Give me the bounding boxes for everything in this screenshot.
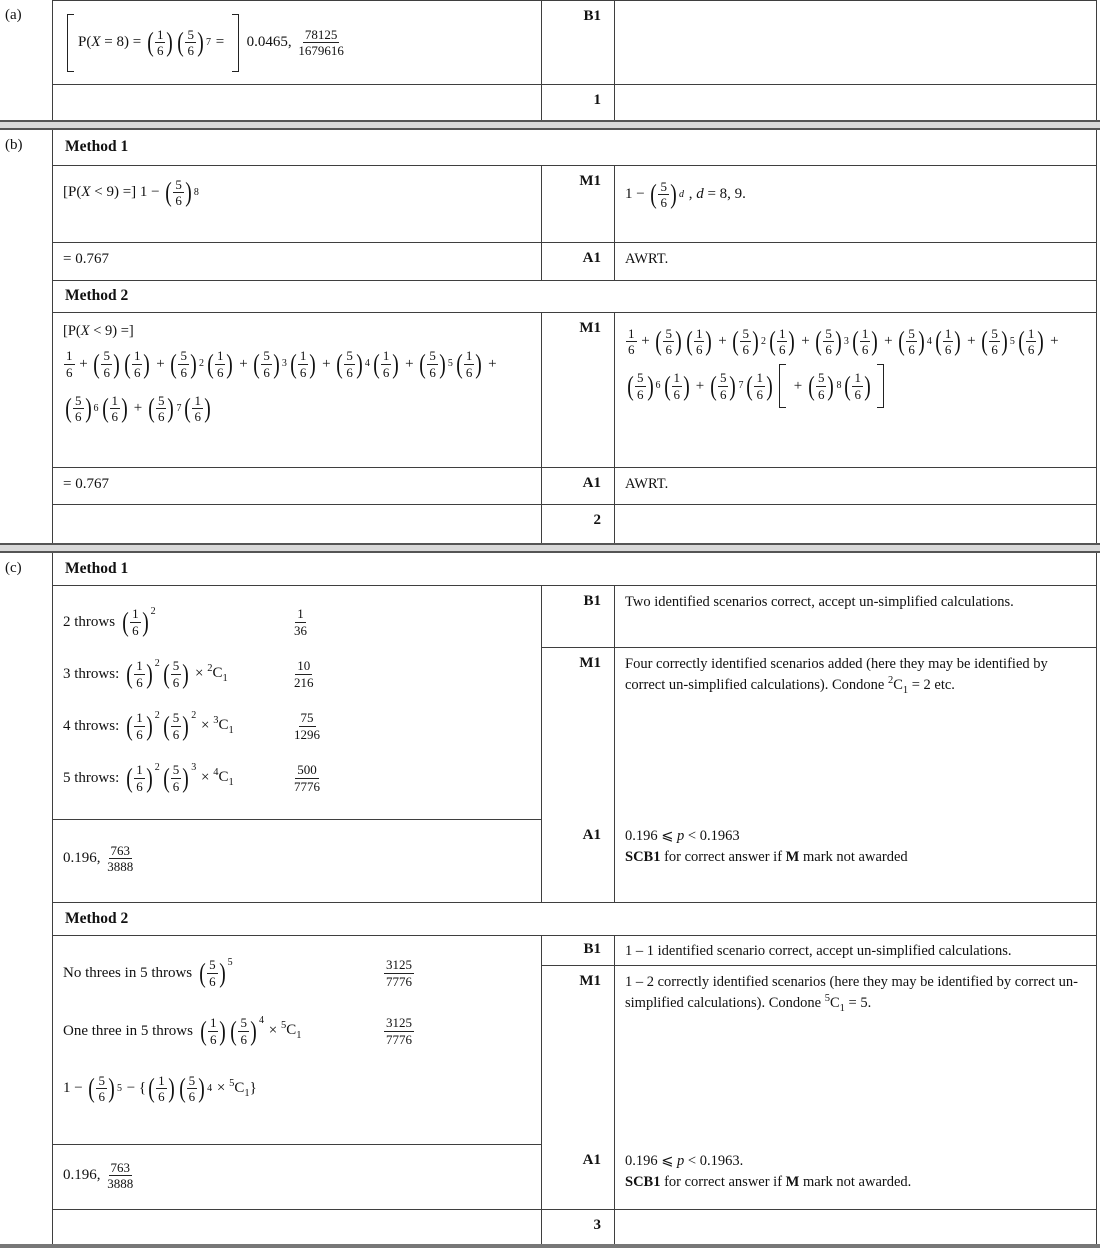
answer-c-m1: 0.196, $\frac{763}{3888}$ (63, 842, 134, 875)
working-cell (53, 166, 542, 243)
throw-result: $\frac{1}{36}$ (294, 606, 307, 638)
mark-cell-b1: B1 (542, 586, 615, 648)
throw-formula: ( $\frac{5}{6}$ ) 5 (199, 957, 233, 989)
throw-line (63, 700, 531, 752)
row-c-method1-header (53, 553, 1097, 586)
throw-formula: ( $\frac{1}{6}$ ) 2 ( $\frac{5}{6}$ ) × $^2C_1$ (126, 658, 228, 690)
formula-b-m1: [P(X < 9) =] 1 − ( $\frac{5}{6}$ ) 8 (63, 176, 199, 209)
count-a: 1 (542, 85, 615, 120)
throw-line (63, 648, 531, 700)
comment-formula-c-m1: Four correctly identified scenarios added (here they may be identified by correct un-simplified calculations). Condone $^2C_1 = 2$ etc. (625, 656, 1052, 696)
section-b-content (53, 130, 1097, 543)
marks-comments-stack (542, 936, 1097, 1145)
part-label-b: (b) (5, 137, 23, 153)
throw-formula: ( $\frac{1}{6}$ ) 2 ( $\frac{5}{6}$ ) 2 × $^3C_1$ (126, 710, 234, 742)
comment-cell (615, 313, 1097, 468)
section-a (0, 0, 1097, 120)
throw-line (63, 596, 531, 648)
row-b-a2 (53, 468, 1097, 505)
answer-b-m2: = 0.767 (63, 476, 109, 492)
part-label-cell-c (0, 553, 53, 1244)
section-divider (0, 543, 1100, 553)
mark-cell-a1: A1 (542, 820, 615, 903)
working-cell (53, 468, 542, 505)
comment-cell: 1 – 1 identified scenario correct, accept un-simplified calculations. (615, 936, 1097, 966)
throw-result: $\frac{10}{216}$ (294, 658, 314, 690)
row-a-count (53, 85, 1097, 120)
throw-result: $\frac{75}{1296}$ (294, 710, 320, 742)
working-cell (53, 243, 542, 281)
row-b-m2 (53, 313, 1097, 468)
section-divider (0, 120, 1100, 130)
comment-line-2: SCB1 for correct answer if M mark not awarded (625, 848, 908, 865)
count-c: 3 (542, 1210, 615, 1244)
working-cell (53, 586, 542, 820)
comment-cell (615, 85, 1097, 120)
row-c-m2 (53, 936, 1097, 1145)
section-b (0, 130, 1097, 543)
method2-header: Method 2 (53, 903, 1097, 936)
comment-cell: AWRT. (615, 243, 1097, 281)
formula-b-m2-intro: [P(X < 9) =] (63, 323, 134, 339)
method2-header: Method 2 (53, 281, 1097, 313)
formula-a: P(X = 8) = ( $\frac{1}{6}$ ) ( $\frac{5}{6}$ ) 7 = 0.0465, $\frac{78125}{1679616}$ (63, 5, 531, 74)
subrow-m1 (542, 966, 1097, 1145)
throw-label: 2 throws (63, 613, 116, 630)
mark-cell-b1: B1 (542, 936, 615, 966)
part-label-c: (c) (5, 560, 22, 576)
row-b-a1 (53, 243, 1097, 281)
part-label-cell-a (0, 0, 53, 120)
comment-cell (615, 820, 1097, 903)
throw-formula: ( $\frac{1}{6}$ ) 2 ( $\frac{5}{6}$ ) 3 × $^4C_1$ (126, 762, 234, 794)
working-cell (53, 313, 542, 468)
part-label-cell-b (0, 130, 53, 543)
row-b-method2-header (53, 281, 1097, 313)
method1-header: Method 1 (53, 130, 1097, 166)
row-c-count (53, 1210, 1097, 1244)
comment-cell: AWRT. (615, 468, 1097, 505)
marks-comments-stack (542, 586, 1097, 820)
working-cell (53, 1, 542, 85)
formula-b-m2-sum: $\frac{1}{6}$ + ( $\frac{5}{6}$ ) ( $\frac{1}{6}$ ) + ( $\frac{5}{6}$ ) 2 ( $\frac{1}{6}$ ) + ( $\frac{5}{6}$ ) 3 ( $\frac{1}{6}$ ) + ( $\frac{5}{6}$ ) 4 ( $\frac{1}{6}$ ) + ( $\frac{5}{6}$ ) 5 ( $\frac{1}{6}$ ) + ( $\frac{5}{6}$ ) 6 ( $\frac{1}{6}$ ) + ( $\frac{5}{6}$ ) 7 ( $\frac{1}{6}$ ) (65, 348, 501, 425)
subrow-b1 (542, 586, 1097, 648)
throw-result: $\frac{3125}{7776}$ (386, 1015, 412, 1047)
comment-cell: Two identified scenarios correct, accept un-simplified calculations. (615, 586, 1097, 648)
section-c (0, 553, 1097, 1244)
throw-label: 4 throws: (63, 717, 120, 734)
throw-label: 5 throws: (63, 769, 120, 786)
mark-cell-a1: A1 (542, 1145, 615, 1210)
comment-formula-b-m2: $\frac{1}{6}$ + ( $\frac{5}{6}$ ) ( $\frac{1}{6}$ ) + ( $\frac{5}{6}$ ) 2 ( $\frac{1}{6}$ ) + ( $\frac{5}{6}$ ) 3 ( $\frac{1}{6}$ ) + ( $\frac{5}{6}$ ) 4 ( $\frac{1}{6}$ ) + ( $\frac{5}{6}$ ) 5 ( $\frac{1}{6}$ ) + ( $\frac{5}{6}$ ) 6 ( $\frac{1}{6}$ ) + ( $\frac{5}{6}$ ) 7 ( $\frac{1}{6}$ ) + ( $\frac{5}{6}$ ) 8 ( $\frac{1}{6}$ ) (625, 319, 1086, 408)
comment-cell (615, 1145, 1097, 1210)
comment-cell (615, 166, 1097, 243)
mark-cell-a1: A1 (542, 243, 615, 281)
section-c-content (53, 553, 1097, 1244)
throw-result: $\frac{3125}{7776}$ (386, 957, 412, 989)
row-c-method2-header (53, 903, 1097, 936)
subrow-m1 (542, 648, 1097, 820)
method1-header: Method 1 (53, 553, 1097, 586)
comment-formula-c-m2: 1 – 2 correctly identified scenarios (here they may be identified by correct un-simplified calculations). Condone $^5C_1 = 5$. (625, 974, 1078, 1014)
comment-cell (615, 505, 1097, 543)
working-cell (53, 1145, 542, 1210)
section-a-content (53, 0, 1097, 120)
comment-cell (615, 1210, 1097, 1244)
throw-label: One three in 5 throws (63, 1022, 193, 1039)
throw-formula: ( $\frac{1}{6}$ ) 2 (122, 606, 156, 638)
mark-cell-b1: B1 (542, 1, 615, 85)
comment-line-1: 0.196 ⩽ p < 0.1963. (625, 1153, 744, 1169)
throw-line (63, 1002, 531, 1060)
throw-formula: ( $\frac{1}{6}$ ) ( $\frac{5}{6}$ ) 4 × $^5C_1$ (200, 1015, 302, 1047)
comment-cell (615, 966, 1097, 1145)
working-cell (53, 936, 542, 1145)
row-b-method1-header (53, 130, 1097, 166)
part-label-a: (a) (5, 7, 22, 23)
table-bottom-border (0, 1244, 1100, 1248)
working-cell (53, 505, 542, 543)
mark-cell-m1: M1 (542, 166, 615, 243)
throw-line (63, 752, 531, 804)
comment-formula-b-m1: 1 − ( $\frac{5}{6}$ ) d , d = 8, 9. (625, 178, 746, 211)
mark-cell-m1: M1 (542, 648, 615, 820)
count-b: 2 (542, 505, 615, 543)
row-c-a2 (53, 1145, 1097, 1210)
throw-label: 3 throws: (63, 665, 120, 682)
answer-c-m2: 0.196, $\frac{763}{3888}$ (63, 1159, 134, 1192)
formula-c-m2: 1 − ( $\frac{5}{6}$ ) 5 − { ( $\frac{1}{6}$ ) ( $\frac{5}{6}$ ) 4 × $^5C_1$} (63, 1072, 257, 1105)
answer-b-m1: = 0.767 (63, 251, 109, 267)
working-cell (53, 85, 542, 120)
comment-line-2: SCB1 for correct answer if M mark not awarded. (625, 1173, 912, 1190)
subrow-b1 (542, 936, 1097, 966)
throw-result: $\frac{500}{7776}$ (294, 762, 320, 794)
comment-cell (615, 648, 1097, 820)
row-b-count (53, 505, 1097, 543)
throw-label: No threes in 5 throws (63, 964, 193, 981)
row-c-a1 (53, 820, 1097, 903)
mark-cell-m1: M1 (542, 313, 615, 468)
mark-cell-m1: M1 (542, 966, 615, 1145)
comment-line-1: 0.196 ⩽ p < 0.1963 (625, 828, 740, 844)
row-c-m1 (53, 586, 1097, 820)
row-b-m1 (53, 166, 1097, 243)
throw-line (63, 944, 531, 1002)
row-a-work (53, 1, 1097, 85)
working-cell (53, 820, 542, 903)
comment-cell (615, 1, 1097, 85)
working-cell (53, 1210, 542, 1244)
mark-cell-a1: A1 (542, 468, 615, 505)
